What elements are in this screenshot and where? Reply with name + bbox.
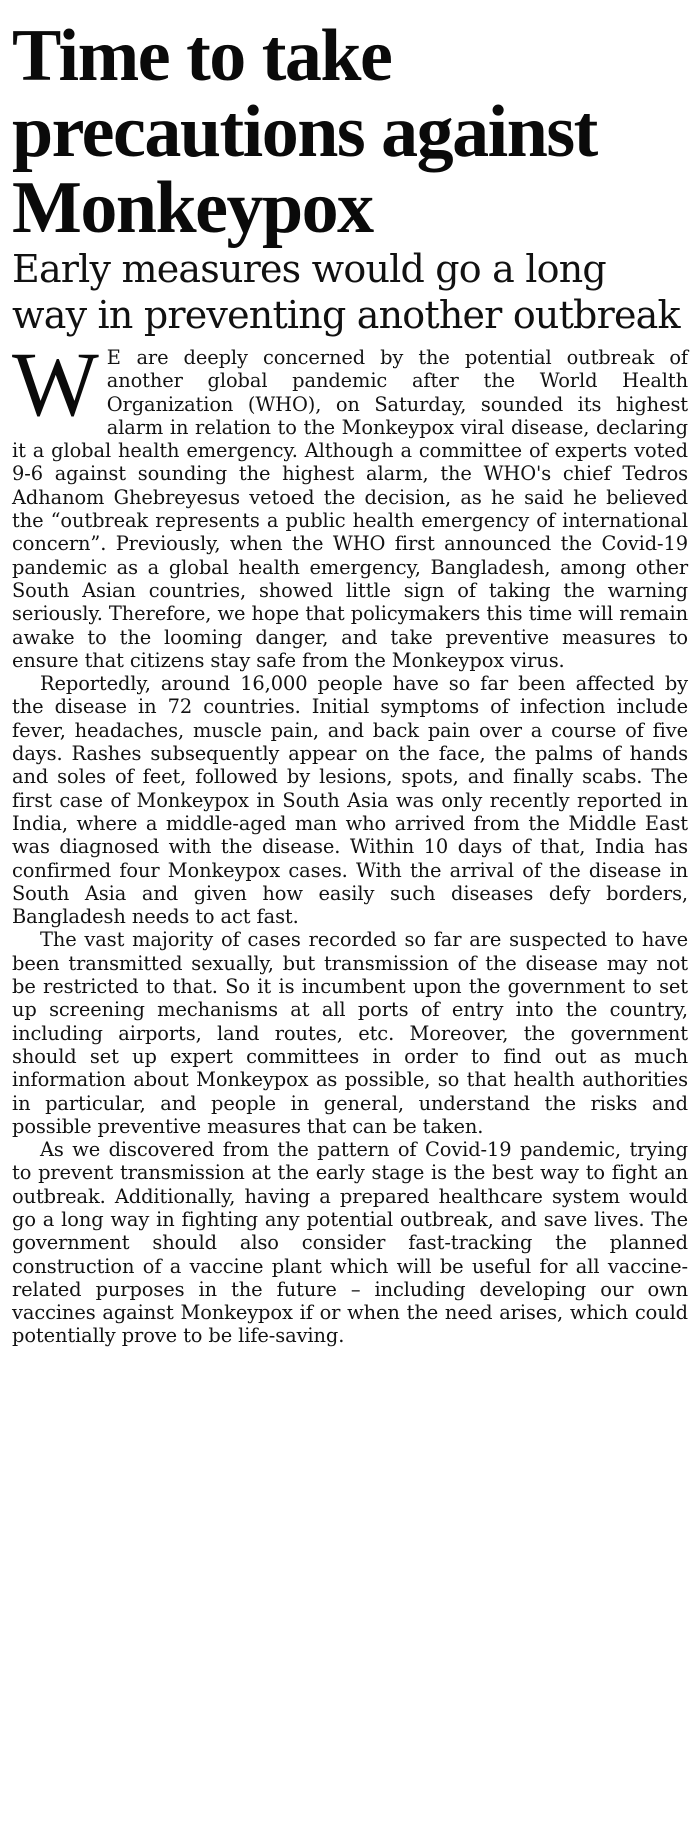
- body-paragraph-4: As we discovered from the pattern of Covid-19 pandemic, trying to prevent transmission at the early stage is the best way to fight an outbreak. Additionally, having a prepared healthcare system would go a long way in fighting any potential outbreak, and save lives. The government should also consider fast-tracking the planned construction of a vaccine plant which will be useful for all vaccine-related purposes in the future – including developing our own vaccines against Monkeypox if or when the need arises, which could potentially prove to be life-saving.: [12, 1138, 688, 1348]
- body-paragraph-3: The vast majority of cases recorded so far are suspected to have been transmitted sexually, but transmission of the disease may not be restricted to that. So it is incumbent upon the government to set up screening mechanisms at all ports of entry into the country, including airports, land routes, etc. Moreover, the government should set up expert committees in order to find out as much information about Monkeypox as possible, so that health authorities in particular, and people in general, understand the risks and possible preventive measures that can be taken.: [12, 928, 688, 1138]
- body-paragraph-1: [12, 333, 688, 672]
- article-body: [12, 333, 688, 1348]
- subheadline: Early measures would go a long way in preventing another outbreak: [12, 247, 680, 337]
- body-paragraph-2: Reportedly, around 16,000 people have so far been affected by the disease in 72 countries. Initial symptoms of infection include fever, headaches, muscle pain, and back pain over a course of five days. Rashes subsequently appear on the face, the palms of hands and soles of feet, followed by lesions, spots, and finally scabs. The first case of Monkeypox in South Asia was only recently reported in India, where a middle-aged man who arrived from the Middle East was diagnosed with the disease. Within 10 days of that, India has confirmed four Monkeypox cases. With the arrival of the disease in South Asia and given how easily such diseases defy borders, Bangladesh needs to act fast.: [12, 672, 688, 929]
- headline: Time to take precautions against Monkeypox: [12, 15, 597, 249]
- first-word-lead: E: [106, 346, 122, 369]
- paragraph-1-text: are deeply concerned by the potential outbreak of another global pandemic after the World Health Organization (WHO), on Saturday, sounded its highest alarm in relation to the Monkeypox viral disease, declaring it a global health emergency. Although a committee of experts voted 9-6 against sounding the highest alarm, the WHO's chief Tedros Adhanom Ghebreyesus vetoed the decision, as he said he believed the “outbreak represents a public health emergency of international concern”. Previously, when the WHO first announced the Covid-19 pandemic as a global health emergency, Bangladesh, among other South Asian countries, showed little sign of taking the warning seriously. Therefore, we hope that policymakers this time will remain awake to the looming danger, and take preventive measures to ensure that citizens stay safe from the Monkeypox virus.: [12, 346, 688, 672]
- drop-cap: W: [12, 333, 99, 435]
